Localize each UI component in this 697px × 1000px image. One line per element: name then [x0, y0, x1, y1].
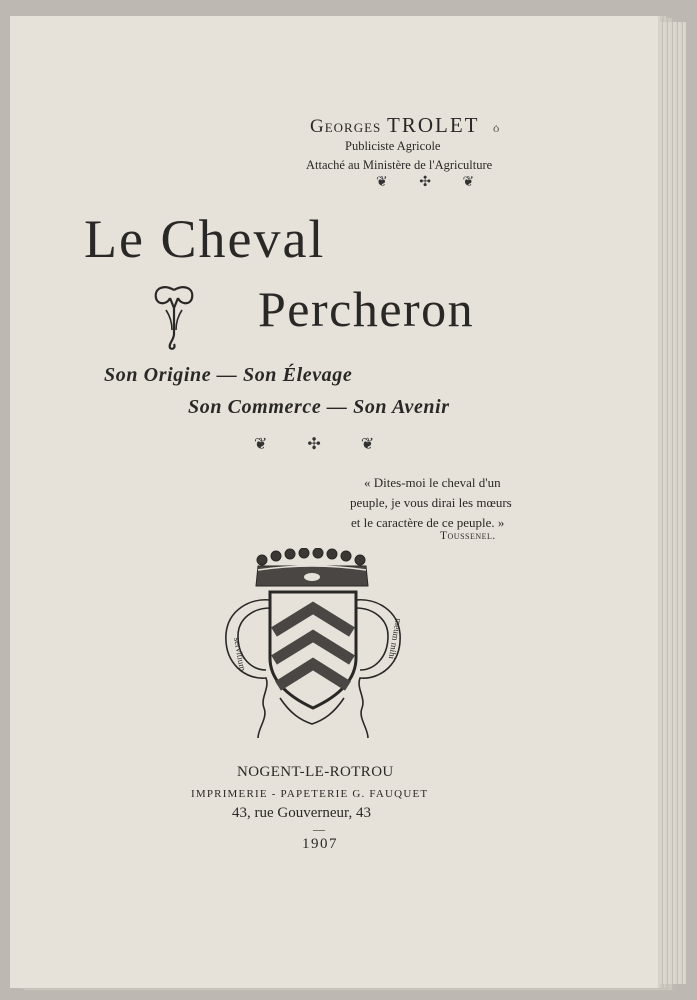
author-last-name: TROLET [387, 113, 480, 137]
imprint-address: 43, rue Gouverneur, 43 [232, 805, 371, 821]
ornament-middle: ❦ ✣ ❦ [254, 436, 393, 453]
author-mark-icon: ȯ [493, 121, 501, 135]
floral-ornament-icon [150, 282, 198, 352]
epigraph-attribution: Toussenel. [440, 530, 496, 542]
epigraph-line2: peuple, je vous dirai les mœurs [350, 495, 512, 510]
imprint-separator: — [313, 822, 325, 836]
publication-year: 1907 [302, 836, 338, 852]
author-title-line2: Attaché au Ministère de l'Agriculture [306, 158, 493, 172]
subtitle-line1: Son Origine — Son Élevage [104, 364, 353, 386]
coat-of-arms [220, 548, 412, 748]
motto-right: meum mihi [386, 617, 404, 661]
title-line2: Percheron [258, 281, 475, 337]
imprint-city: NOGENT-LE-ROTROU [237, 764, 394, 780]
author-name [310, 113, 500, 138]
epigraph-line3: et le caractère de ce peuple. » [351, 515, 505, 530]
title-line1: Le Cheval [84, 209, 326, 269]
author-first-name: Georges [310, 116, 382, 137]
motto-left: servitium [232, 636, 248, 672]
ornament-top: ❦ ✣ ❦ [376, 175, 489, 190]
epigraph-line1: « Dites-moi le cheval d'un [364, 475, 501, 490]
author-title-line1: Publiciste Agricole [345, 139, 441, 153]
subtitle-line2: Son Commerce — Son Avenir [188, 396, 450, 418]
imprint-printer: IMPRIMERIE - PAPETERIE G. FAUQUET [191, 788, 429, 800]
page-stack-edge [660, 22, 686, 984]
